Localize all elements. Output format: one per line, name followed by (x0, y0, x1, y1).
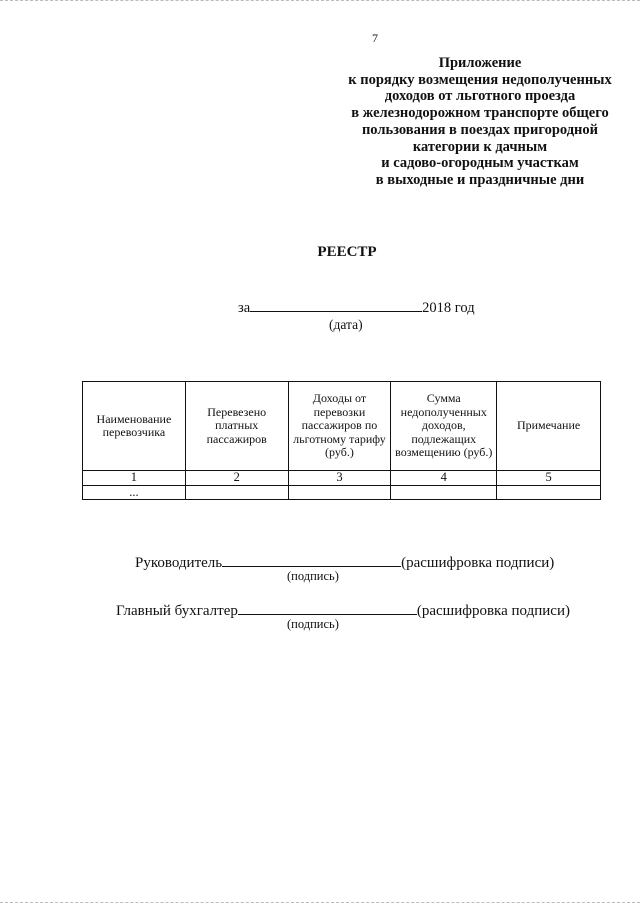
table-cell (497, 485, 601, 500)
column-header-passengers: Перевезено платных пассажиров (185, 382, 288, 471)
column-number: 3 (288, 471, 391, 486)
signature-decode: (расшифровка подписи) (416, 603, 570, 619)
scan-edge-bottom (0, 902, 640, 904)
column-number: 1 (83, 471, 186, 486)
column-number: 5 (497, 471, 601, 486)
column-header-revenue: Доходы от перевозки пассажиров по льготному тарифу (руб.) (288, 382, 391, 471)
column-header-note: Примечание (497, 382, 601, 471)
table-cell (185, 485, 288, 500)
registry-table (82, 381, 601, 500)
table-row (83, 485, 601, 500)
table-cell: ... (83, 485, 186, 500)
period-line (238, 297, 475, 317)
signature-hint: (подпись) (287, 569, 339, 583)
appendix-line: Приложение (438, 55, 522, 71)
page-number: 7 (372, 31, 378, 45)
appendix-line: к порядку возмещения недополученных (348, 71, 612, 88)
signature-role: Руководитель (135, 555, 223, 571)
signature-role: Главный бухгалтер (116, 603, 238, 619)
signature-hint: (подпись) (287, 617, 339, 631)
table-cell (288, 485, 391, 500)
period-prefix: за (238, 300, 251, 316)
period-suffix: 2018 год (422, 300, 475, 316)
column-number: 4 (391, 471, 497, 486)
period-hint: (дата) (329, 317, 363, 332)
signature-field[interactable] (222, 551, 401, 567)
period-date-field[interactable] (250, 297, 422, 312)
scan-edge-top (0, 0, 640, 2)
appendix-line: и садово-огородным участкам (381, 155, 579, 172)
signature-line-director (135, 551, 554, 572)
appendix-line: в железнодорожном транспорте общего (351, 105, 609, 122)
table-number-row (83, 471, 601, 486)
signature-decode: (расшифровка подписи) (401, 555, 555, 571)
table-cell (391, 485, 497, 500)
appendix-line: доходов от льготного проезда (384, 88, 576, 105)
signature-line-accountant (116, 599, 570, 620)
appendix-line: пользования в поездах пригородной (361, 121, 599, 138)
column-header-carrier: Наименование перевозчика (83, 382, 186, 471)
column-header-lost-income: Сумма недополученных доходов, подлежащих возмещению (руб.) (391, 382, 497, 471)
appendix-header (320, 55, 640, 189)
appendix-line: категории к дачным (412, 138, 548, 155)
appendix-line: в выходные и праздничные дни (375, 171, 585, 188)
signature-field[interactable] (238, 599, 417, 615)
table-header-row (83, 382, 601, 471)
column-number: 2 (185, 471, 288, 486)
document-title: РЕЕСТР (317, 244, 377, 260)
